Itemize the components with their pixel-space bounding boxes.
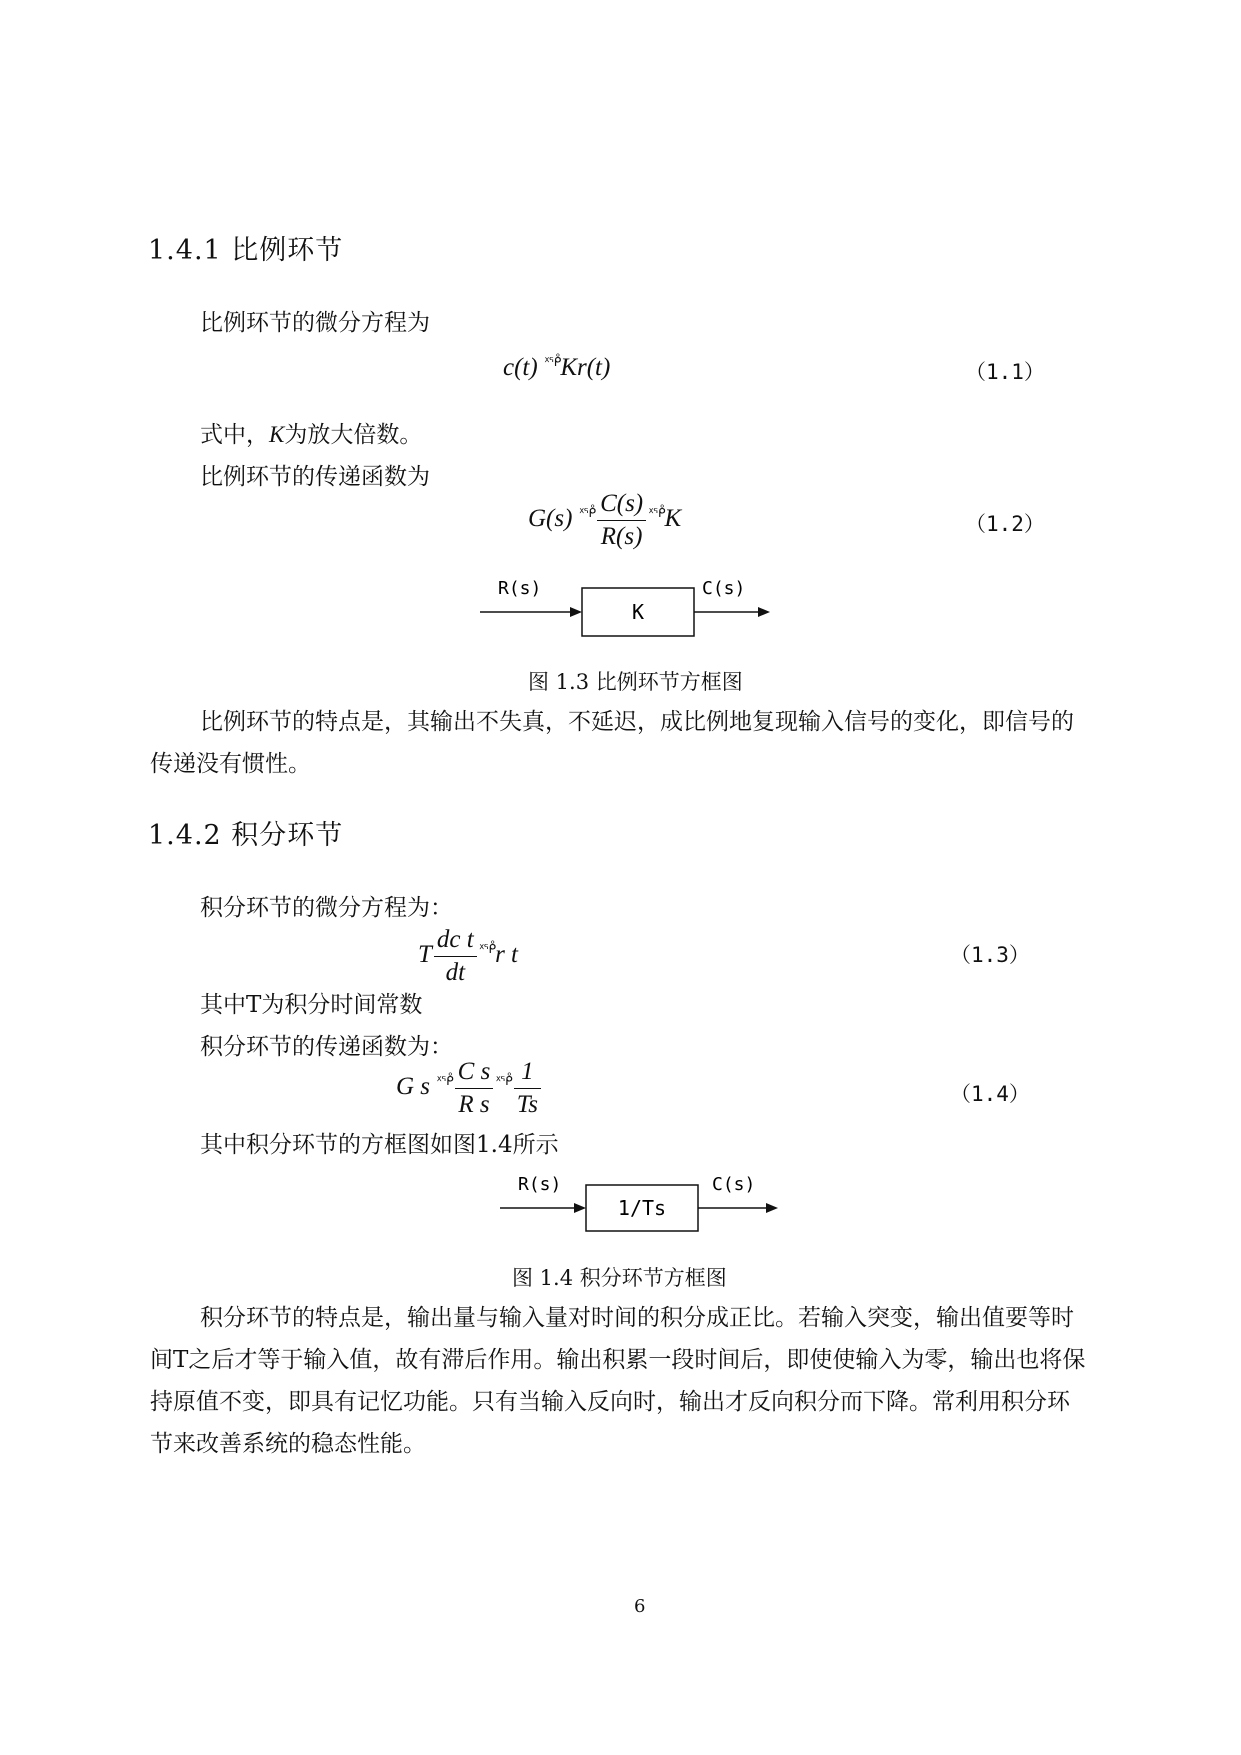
- eq3-coef: T: [418, 941, 432, 969]
- fraction: [514, 1058, 541, 1119]
- diagram-output-label: C(s): [712, 1174, 756, 1195]
- input-arrowhead-icon: [574, 1203, 586, 1213]
- equals-glyph: ᕽᕾ: [648, 506, 665, 521]
- eq4-num2: 1: [514, 1058, 541, 1089]
- section-heading-1-4-1: 1.4.1 比例环节: [148, 235, 344, 266]
- eq4-num1: C s: [455, 1058, 494, 1089]
- equals-glyph: ᕽᕾ: [478, 942, 496, 957]
- integral-transfer-intro: 积分环节的传递函数为：: [200, 1034, 453, 1060]
- eq2-rhs: K: [664, 505, 682, 533]
- eq1-rhs: Kr(t): [560, 354, 611, 381]
- equation-number-1-3: （1.3）: [950, 943, 1030, 967]
- figure-caption-1-4: 图 1.4 积分环节方框图: [512, 1266, 727, 1290]
- equals-glyph: ᕽᕾ: [436, 1074, 453, 1089]
- proportional-intro: 比例环节的微分方程为: [200, 310, 430, 336]
- equation-1-3: [418, 926, 518, 987]
- diagram-block-label: K: [631, 600, 645, 624]
- equals-glyph: ᕽᕾ: [543, 355, 561, 369]
- equation-1-1: [503, 354, 610, 382]
- note-var: K: [269, 422, 285, 447]
- fraction: [434, 926, 477, 987]
- block-diagram-1-4: [490, 1170, 790, 1240]
- input-arrowhead-icon: [570, 607, 582, 617]
- eq2-num: C(s): [597, 490, 646, 521]
- eq3-den: dt: [445, 959, 466, 986]
- diagram-output-label: C(s): [702, 578, 746, 599]
- equation-1-4: [396, 1058, 543, 1119]
- equation-number-1-4: （1.4）: [950, 1082, 1030, 1106]
- integral-paragraph: 积分环节的特点是，输出量与输入量对时间的积分成正比。若输入突变，输出值要等时间T之后才等于输入值，故有滞后作用。输出积累一段时间后，即使使输入为零，输出也将保持原值不变，即具有记忆功能。只有当输入反向时，输出才反向积分而下降。常利用积分环节来改善系统的稳态性能。: [150, 1305, 1086, 1457]
- fraction: [597, 490, 646, 551]
- equation-number-1-2: （1.2）: [965, 512, 1045, 536]
- diagram-block-label: 1/Ts: [617, 1196, 667, 1220]
- integral-diagram-intro: 其中积分环节的方框图如图1.4所示: [200, 1132, 559, 1158]
- diagram-input-label: R(s): [498, 578, 542, 599]
- figure-caption-1-3: 图 1.3 比例环节方框图: [528, 670, 743, 694]
- eq4-den1: R s: [458, 1091, 490, 1118]
- eq2-lhs: G(s): [528, 505, 573, 533]
- diagram-input-label: R(s): [518, 1174, 562, 1195]
- note-suffix: 为放大倍数。: [284, 422, 423, 448]
- eq1-lhs: c(t): [503, 354, 538, 381]
- proportional-transfer-intro: 比例环节的传递函数为: [200, 464, 430, 490]
- eq4-lhs: G s: [396, 1073, 431, 1101]
- eq4-den2: Ts: [516, 1091, 539, 1118]
- eq3-rhs: r t: [495, 941, 519, 969]
- eq3-num: dc t: [434, 926, 477, 957]
- proportional-paragraph: 比例环节的特点是，其输出不失真，不延迟，成比例地复现输入信号的变化，即信号的传递没有惯性。: [150, 709, 1074, 777]
- integral-time-note: 其中T为积分时间常数: [200, 992, 423, 1018]
- equals-glyph: ᕽᕾ: [578, 506, 596, 521]
- integral-intro: 积分环节的微分方程为：: [200, 895, 453, 921]
- equation-number-1-1: （1.1）: [965, 360, 1045, 384]
- page-number: 6: [634, 1596, 646, 1617]
- note-k: [200, 416, 422, 449]
- eq2-den: R(s): [600, 523, 643, 550]
- section-heading-1-4-2: 1.4.2 积分环节: [148, 820, 344, 851]
- block-diagram-1-3: [470, 572, 770, 644]
- output-arrowhead-icon: [766, 1203, 778, 1213]
- equals-glyph: ᕽᕾ: [495, 1074, 512, 1089]
- note-prefix: 式中，: [200, 422, 269, 448]
- output-arrowhead-icon: [758, 607, 770, 617]
- equation-1-2: [528, 490, 681, 551]
- fraction: [455, 1058, 494, 1119]
